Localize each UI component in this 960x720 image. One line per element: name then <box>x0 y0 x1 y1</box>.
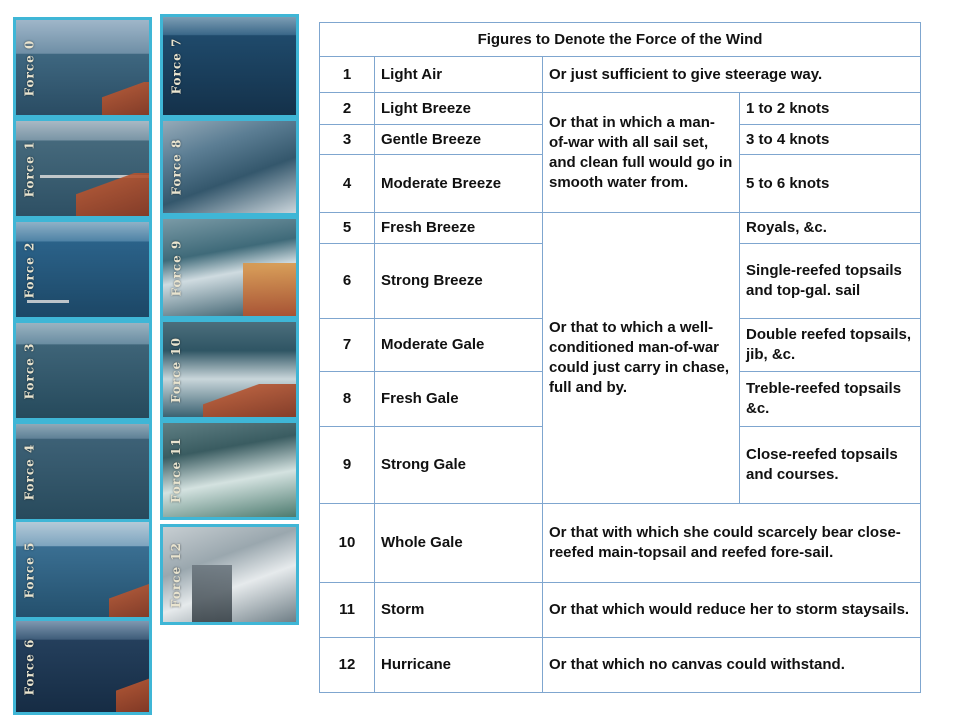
wind-name: Fresh Gale <box>375 372 543 427</box>
wind-force-table <box>319 22 921 693</box>
wind-name: Strong Breeze <box>375 244 543 319</box>
photo-force-5 <box>13 519 152 620</box>
wind-description: Or that to which a well-conditioned man-of-war could just carry in chase, full and by. <box>543 213 740 504</box>
photo-label: Force 12 <box>169 541 184 608</box>
wind-name: Moderate Breeze <box>375 155 543 213</box>
sail-description: 1 to 2 knots <box>740 93 921 125</box>
wind-name: Light Breeze <box>375 93 543 125</box>
sail-description: Close-reefed topsails and courses. <box>740 427 921 504</box>
wind-description: Or that in which a man-of-war with all sail set, and clean full would go in smooth water from. <box>543 93 740 213</box>
photo-label: Force 4 <box>22 443 37 500</box>
sail-description: 3 to 4 knots <box>740 125 921 155</box>
photo-force-10 <box>160 319 299 420</box>
photo-label: Force 9 <box>169 239 184 296</box>
force-number: 11 <box>320 583 375 638</box>
wind-name: Storm <box>375 583 543 638</box>
sail-description: Double reefed topsails, jib, &c. <box>740 319 921 372</box>
sail-description: Treble-reefed topsails &c. <box>740 372 921 427</box>
photo-force-12 <box>160 524 299 625</box>
photo-force-6 <box>13 618 152 715</box>
photo-force-0 <box>13 17 152 118</box>
photo-force-3 <box>13 320 152 421</box>
photo-force-11 <box>160 420 299 520</box>
wind-description: Or that which no canvas could withstand. <box>543 638 921 693</box>
sail-description: 5 to 6 knots <box>740 155 921 213</box>
sail-description: Single-reefed topsails and top-gal. sail <box>740 244 921 319</box>
photo-force-9 <box>160 216 299 319</box>
photo-label: Force 2 <box>22 241 37 298</box>
photo-label: Force 0 <box>22 39 37 96</box>
photo-label: Force 10 <box>169 336 184 403</box>
force-number: 5 <box>320 213 375 244</box>
wind-name: Moderate Gale <box>375 319 543 372</box>
photo-label: Force 5 <box>22 541 37 598</box>
photo-label: Force 1 <box>22 140 37 197</box>
photo-force-1 <box>13 118 152 219</box>
force-number: 6 <box>320 244 375 319</box>
photo-label: Force 8 <box>169 138 184 196</box>
force-number: 2 <box>320 93 375 125</box>
force-number: 9 <box>320 427 375 504</box>
force-number: 10 <box>320 504 375 583</box>
photo-label: Force 3 <box>22 342 37 399</box>
wind-name: Gentle Breeze <box>375 125 543 155</box>
photo-force-4 <box>13 421 152 522</box>
wind-name: Hurricane <box>375 638 543 693</box>
wind-description: Or that which would reduce her to storm staysails. <box>543 583 921 638</box>
force-number: 4 <box>320 155 375 213</box>
photo-force-2 <box>13 219 152 320</box>
force-number: 3 <box>320 125 375 155</box>
table-title: Figures to Denote the Force of the Wind <box>320 23 921 57</box>
photo-force-8 <box>160 118 299 216</box>
photo-label: Force 11 <box>169 436 184 504</box>
wind-description: Or that with which she could scarcely bear close-reefed main-topsail and reefed fore-sail. <box>543 504 921 583</box>
photo-force-7 <box>160 14 299 118</box>
photo-label: Force 6 <box>22 638 37 695</box>
sail-description: Royals, &c. <box>740 213 921 244</box>
force-number: 7 <box>320 319 375 372</box>
photo-label: Force 7 <box>169 37 184 95</box>
force-number: 8 <box>320 372 375 427</box>
wind-description: Or just sufficient to give steerage way. <box>543 57 921 93</box>
wind-name: Light Air <box>375 57 543 93</box>
wind-name: Whole Gale <box>375 504 543 583</box>
force-number: 12 <box>320 638 375 693</box>
wind-name: Strong Gale <box>375 427 543 504</box>
wind-name: Fresh Breeze <box>375 213 543 244</box>
force-number: 1 <box>320 57 375 93</box>
